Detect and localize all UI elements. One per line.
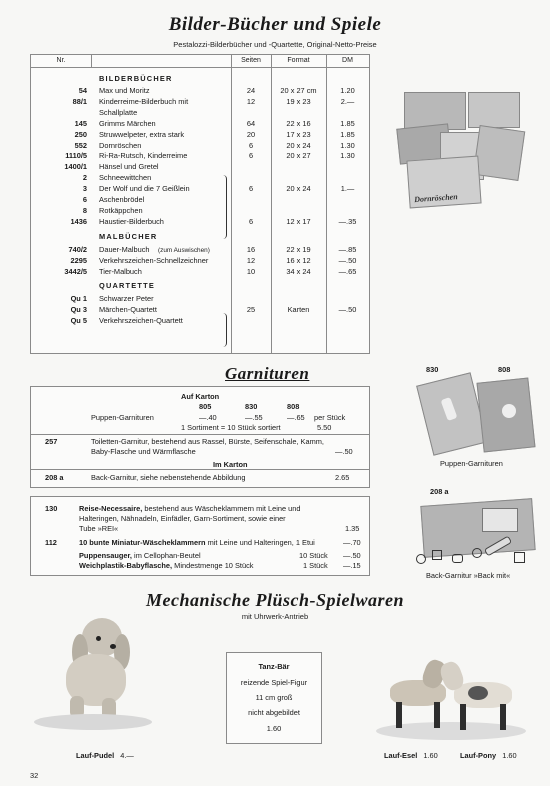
tanz-line3: nicht abgebildet <box>248 708 300 717</box>
puppen-caption: Puppen-Garnituren <box>440 459 503 468</box>
cell-nr: 3442/5 <box>64 266 87 276</box>
cell-pages: 10 <box>246 266 256 276</box>
esel-leg <box>396 702 402 728</box>
col-805: 805 <box>199 402 212 411</box>
section-heading: MALBÜCHER <box>99 231 158 241</box>
cookie-cutter <box>452 554 463 563</box>
back-box-label <box>482 508 518 532</box>
toilette-name: Toiletten-Garnitur, <box>91 437 150 446</box>
klammern-name: 10 bunte Miniatur-Wäscheklammern <box>79 538 206 547</box>
cell-nr: 2295 <box>70 255 87 265</box>
page-title: Bilder-Bücher und Spiele <box>168 14 382 35</box>
reise-price: 1.35 <box>345 524 360 533</box>
cell-price: 1.85 <box>340 129 355 139</box>
book-cover-title: Dornröschen <box>413 192 458 205</box>
cell-pages: 12 <box>246 96 256 106</box>
reise-name: Reise-Necessaire, <box>79 504 143 513</box>
cell-title: Aschenbrödel <box>99 195 145 204</box>
cell-price: 1.— <box>340 184 355 194</box>
pudel-eye <box>96 636 101 641</box>
cell-pages: 6 <box>248 184 254 194</box>
reise-desc1: bestehend aus Wäscheklammern mit Leine und <box>144 504 301 513</box>
puppen-photo <box>418 374 534 456</box>
cell-pages: 16 <box>246 244 256 254</box>
page-subtitle: Pestalozzi-Bilderbücher und -Quartette, Original-Netto-Preise <box>173 40 377 49</box>
back-line <box>91 472 246 483</box>
cell-price: 1.30 <box>340 151 355 161</box>
pony-leg <box>460 704 466 730</box>
photo-num-830: 830 <box>426 365 439 374</box>
reise-line3: Tube »REI« <box>79 524 119 533</box>
cell-price: —.50 <box>338 255 357 265</box>
cell-title: Der Wolf und die 7 Geißlein <box>99 184 190 194</box>
book-cover <box>473 125 526 181</box>
pudel-label: Lauf-Pudel <box>76 751 115 760</box>
cell-price: 1.20 <box>340 86 355 95</box>
cell-nr: 2 <box>82 173 87 183</box>
cookie-cutter <box>472 548 482 558</box>
flasche-line <box>79 560 253 571</box>
garnituren-box <box>30 386 370 488</box>
cell-title: Schallplatte <box>99 107 138 117</box>
cell-price: —.65 <box>338 266 357 276</box>
back-photo <box>412 496 536 568</box>
cell-title: Kinderreime-Bilderbuch mit <box>99 96 189 106</box>
klammern-price: —.70 <box>343 538 361 547</box>
section-title-plush: Mechanische Plüsch-Spielwaren <box>145 590 405 610</box>
esel-price: 1.60 <box>423 751 438 760</box>
col-dm: DM <box>342 57 353 64</box>
tanz-price: 1.60 <box>266 724 282 733</box>
flasche-name: Weichplastik-Babyflasche, <box>79 561 173 570</box>
sortiment-price: 5.50 <box>317 423 332 432</box>
cell-title: Tier-Malbuch <box>99 266 142 276</box>
table-header <box>31 55 369 68</box>
klammern-line <box>79 537 315 548</box>
cell-nr: Qu 1 <box>70 294 87 304</box>
book-cover-dornroeschen <box>406 156 481 209</box>
cell-title: Struwwelpeter, extra stark <box>99 129 185 139</box>
cell-pages: 24 <box>246 86 256 95</box>
cell-format: 19 x 23 <box>286 96 311 106</box>
pony-leg <box>500 704 506 730</box>
plush-subtitle: mit Uhrwerk-Antrieb <box>241 612 309 621</box>
flasche-desc: Mindestmenge 10 Stück <box>174 561 254 570</box>
sauger-desc: im Cellophan-Beutel <box>134 551 201 560</box>
pony-label: Lauf-Pony <box>460 751 497 760</box>
sauger-qty: 10 Stück <box>299 551 328 560</box>
cell-pages: 64 <box>246 118 256 128</box>
pudel-label-row <box>76 750 134 761</box>
cell-nr: 6 <box>82 195 87 204</box>
pudel-photo <box>30 612 160 738</box>
cell-nr: 3 <box>82 184 87 194</box>
per-stueck: per Stück <box>314 413 346 422</box>
pony-price: 1.60 <box>502 751 517 760</box>
im-karton-heading: Im Karton <box>213 460 248 469</box>
cell-nr: 1436 <box>70 216 87 226</box>
cell-title: Verkehrszeichen-Schnellzeichner <box>99 255 209 265</box>
cell-format: Karten <box>287 305 310 315</box>
cell-format: 12 x 17 <box>286 216 311 226</box>
cell-pages: 6 <box>248 140 254 150</box>
cell-price: 1.30 <box>340 140 355 150</box>
sauger-name: Puppensauger, <box>79 551 132 560</box>
cell-format: 20 x 27 <box>286 151 311 161</box>
cell-nr: Qu 5 <box>70 316 87 326</box>
cell-price: —.50 <box>338 305 357 315</box>
col-divider <box>91 55 92 67</box>
tanz-line2: 11 cm groß <box>255 693 293 702</box>
price-805: —.40 <box>199 413 217 422</box>
cell-nr: 1400/1 <box>64 162 87 172</box>
col-808: 808 <box>287 402 300 411</box>
back-desc: siehe nebenstehende Abbildung <box>140 473 246 482</box>
cell-format: 34 x 24 <box>286 266 311 276</box>
esel-leg <box>434 702 440 728</box>
section-title-garnituren: Garnituren <box>225 364 310 383</box>
cell-nr: 88/1 <box>72 96 87 106</box>
divider <box>31 469 369 470</box>
esel-label: Lauf-Esel <box>384 751 418 760</box>
cell-nr: 54 <box>78 86 87 95</box>
back-caption: Back-Garnitur »Back mit« <box>426 571 511 580</box>
cell-title: Dauer-Malbuch <box>99 244 150 254</box>
sauger-price: —.50 <box>343 551 361 560</box>
cell-title: Schneewittchen <box>99 173 152 183</box>
page-number: 32 <box>30 771 39 780</box>
cell-nr: 145 <box>74 118 87 128</box>
cell-nr: 552 <box>74 140 87 150</box>
price-830: —.55 <box>245 413 263 422</box>
cell-format: 20 x 24 <box>286 184 311 194</box>
cell-nr: 1110/5 <box>65 151 87 161</box>
cookie-cutter <box>432 550 442 560</box>
cell-price: —.85 <box>338 244 357 254</box>
cell-price: 2.— <box>340 96 355 106</box>
cell-note: (zum Auswischen) <box>158 246 210 254</box>
cell-pages: 12 <box>246 255 256 265</box>
cell-price: 1.85 <box>340 118 355 128</box>
cell-price: —.35 <box>338 216 357 226</box>
rattle-shape <box>502 404 516 418</box>
cell-pages: 25 <box>246 305 256 315</box>
cell-pages: 6 <box>248 216 254 226</box>
divider <box>31 434 369 435</box>
toilette-nr: 257 <box>45 437 58 446</box>
back-price: 2.65 <box>335 473 350 482</box>
toilette-line2: Baby-Flasche und Wärmflasche <box>91 447 196 456</box>
cell-title: Rotkäppchen <box>99 205 143 215</box>
flasche-price: —.15 <box>343 561 361 570</box>
esel-label-row <box>384 750 438 761</box>
cell-format: 16 x 12 <box>286 255 311 265</box>
col-830: 830 <box>245 402 258 411</box>
cell-nr: 250 <box>74 129 87 139</box>
brace <box>221 175 227 239</box>
toilette-desc: bestehend aus Rassel, Bürste, Seifenschale, Kamm, <box>151 437 324 446</box>
catalog-table <box>30 54 370 354</box>
puppen-label: Puppen-Garnituren <box>91 413 154 422</box>
cell-title: Haustier-Bilderbuch <box>99 216 164 226</box>
klammern-nr: 112 <box>45 538 57 547</box>
tanz-line1: reizende Spiel-Figur <box>240 678 308 687</box>
reise-nr: 130 <box>45 504 58 513</box>
cell-title: Ri-Ra-Rutsch, Kinderreime <box>99 151 188 161</box>
cell-pages: 20 <box>246 129 256 139</box>
reise-box <box>30 496 370 576</box>
auf-karton-heading: Auf Karton <box>181 392 220 401</box>
cookie-cutter <box>416 554 426 564</box>
tanz-title: Tanz-Bär <box>258 662 290 671</box>
col-seiten: Seiten <box>241 57 261 64</box>
cell-format: 17 x 23 <box>286 129 311 139</box>
pony-label-row <box>460 750 517 761</box>
pudel-nose <box>110 644 116 649</box>
cookie-cutter <box>514 552 525 563</box>
cell-title: Schwarzer Peter <box>99 294 154 304</box>
books-photo <box>398 88 522 206</box>
col-nr: Nr. <box>56 57 66 64</box>
cell-format: 22 x 16 <box>286 118 311 128</box>
cell-nr: 740/2 <box>68 244 87 254</box>
cell-title: Verkehrszeichen-Quartett <box>99 316 183 326</box>
photo-num-208a: 208 a <box>430 487 449 496</box>
pudel-shadow <box>34 714 152 730</box>
cell-pages: 6 <box>248 151 254 161</box>
cell-format: 20 x 24 <box>286 140 311 150</box>
flasche-qty: 1 Stück <box>303 561 328 570</box>
toilette-price: —.50 <box>335 447 353 456</box>
col-format: Format <box>287 57 310 64</box>
sortiment: 1 Sortiment = 10 Stück sortiert <box>181 423 281 432</box>
cell-title: Märchen-Quartett <box>99 305 157 315</box>
pudel-price: 4.— <box>120 751 134 760</box>
tanz-baer-box <box>226 652 322 744</box>
cell-format: 22 x 19 <box>286 244 311 254</box>
cell-title: Dornröschen <box>99 140 142 150</box>
back-nr: 208 a <box>45 473 64 482</box>
section-heading: QUARTETTE <box>99 281 155 291</box>
cell-nr: 8 <box>82 205 87 215</box>
photo-num-808: 808 <box>498 365 511 374</box>
cell-title: Max und Moritz <box>99 86 150 95</box>
price-808: —.65 <box>287 413 305 422</box>
cell-nr: Qu 3 <box>70 305 87 315</box>
esel-pony-photo <box>368 650 534 744</box>
cell-format: 20 x 27 cm <box>280 86 317 95</box>
section-heading: BILDERBÜCHER <box>99 74 173 83</box>
cell-title: Hänsel und Gretel <box>99 162 159 172</box>
klammern-desc: mit Leine und Halteringen, 1 Etui <box>207 538 315 547</box>
cell-title: Grimms Märchen <box>99 118 156 128</box>
back-name: Back-Garnitur, <box>91 473 139 482</box>
book-cover <box>468 92 520 128</box>
reise-line2: Halteringen, Nähnadeln, Einfädler, Garn-Sortiment, sowie einer <box>79 514 286 523</box>
pony-patch <box>468 686 488 700</box>
brace <box>221 313 227 347</box>
